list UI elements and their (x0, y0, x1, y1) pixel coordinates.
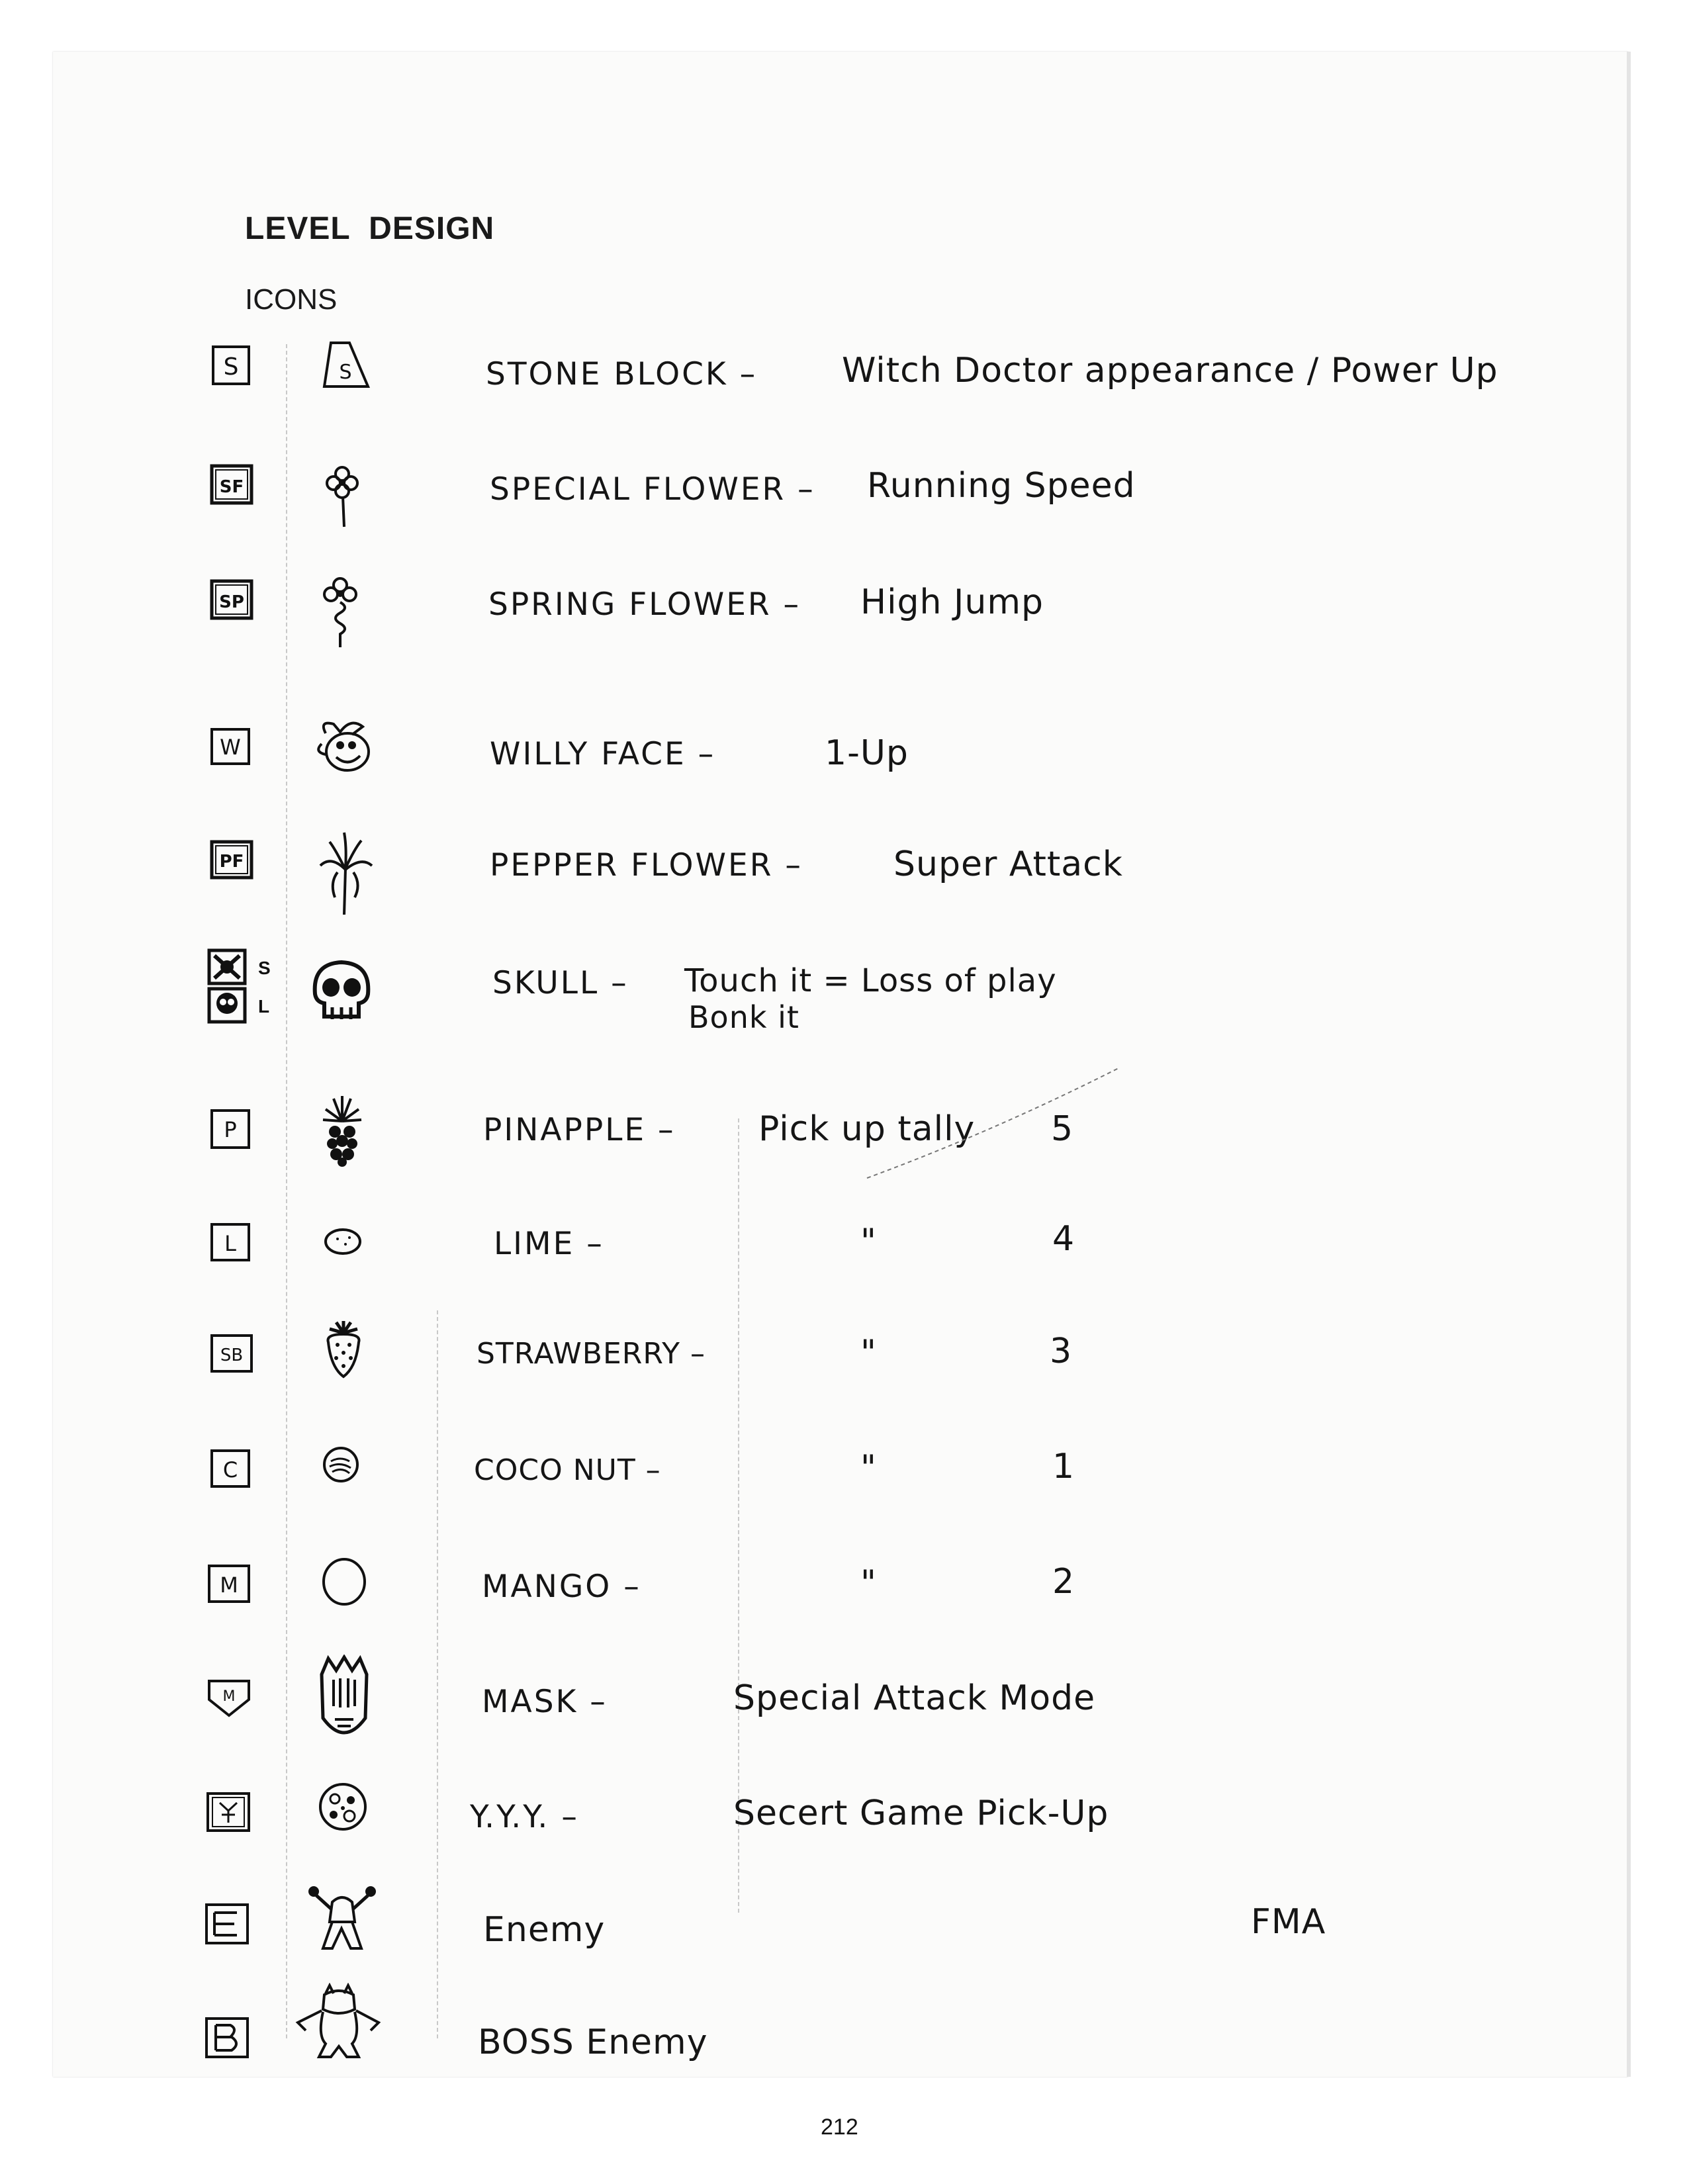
stone-block-icon (320, 339, 373, 393)
effect-yyy: Secert Game Pick-Up (733, 1794, 1109, 1833)
svg-text:L: L (224, 1231, 236, 1256)
tally-mango: 2 (1052, 1562, 1075, 1602)
effect-pineapple: Pick up tally (758, 1109, 976, 1149)
effect-spring-flower: High Jump (860, 582, 1044, 622)
label-pepper-flower: PEPPER FLOWER – (490, 847, 803, 884)
label-mask: MASK – (482, 1684, 608, 1720)
flower-icon (324, 463, 360, 529)
key-box-strawberry (209, 1333, 255, 1375)
willy-face-icon (311, 715, 377, 778)
tally-coconut: 1 (1052, 1447, 1075, 1486)
label-boss-enemy: BOSS Enemy (478, 2023, 708, 2062)
label-coconut: COCO NUT – (474, 1453, 661, 1487)
svg-text:SB: SB (220, 1345, 244, 1365)
pineapple-icon (320, 1095, 364, 1169)
label-special-flower: SPECIAL FLOWER – (490, 471, 815, 508)
svg-text:S: S (223, 353, 239, 381)
label-spring-flower: SPRING FLOWER – (488, 586, 801, 623)
effect-willy-face: 1-Up (825, 733, 909, 773)
pencil-stroke (860, 1059, 1125, 1185)
label-enemy: Enemy (483, 1910, 606, 1950)
coconut-icon (320, 1444, 361, 1485)
strawberry-icon (322, 1320, 365, 1379)
yyy-icon (315, 1779, 371, 1833)
key-box-willy-face (209, 727, 253, 768)
label-strawberry: STRAWBERRY – (477, 1337, 706, 1371)
effect-special-flower: Running Speed (867, 466, 1136, 506)
key-box-spring-flower (209, 578, 255, 622)
key-box-skull (206, 948, 279, 1030)
page-number: 212 (821, 2115, 858, 2140)
key-box-stone-block (210, 344, 253, 388)
svg-text:S: S (339, 361, 352, 384)
tally-lime: 4 (1052, 1219, 1075, 1259)
column-guide-line (437, 1310, 438, 2038)
label-willy-face: WILLY FACE – (490, 736, 716, 772)
effect-mango: " (860, 1563, 877, 1603)
svg-text:C: C (222, 1457, 238, 1482)
paper-edge (1627, 52, 1631, 2077)
lime-icon (323, 1226, 364, 1256)
effect-lime: " (860, 1222, 877, 1261)
label-mango: MANGO – (482, 1569, 641, 1605)
label-skull: SKULL – (492, 965, 629, 1001)
svg-text:M: M (220, 1572, 238, 1598)
svg-text:L: L (258, 996, 270, 1017)
mask-icon (315, 1655, 373, 1749)
tally-strawberry: 3 (1050, 1332, 1073, 1371)
column-guide-line (286, 344, 287, 2038)
svg-text:P: P (224, 1117, 237, 1142)
tally-pineapple: 5 (1051, 1109, 1074, 1149)
svg-text:W: W (220, 735, 241, 760)
skull-icon (306, 958, 377, 1024)
effect-strawberry: " (860, 1333, 877, 1373)
boss-enemy-icon (291, 1983, 385, 2061)
effect-pepper-flower: Super Attack (893, 844, 1123, 884)
key-box-mask (205, 1677, 253, 1719)
mango-icon (319, 1555, 369, 1608)
page-heading: LEVEL DESIGN (245, 211, 495, 246)
svg-text:PF: PF (219, 852, 244, 872)
key-box-special-flower (209, 463, 255, 507)
label-pineapple: PINAPPLE – (483, 1112, 676, 1148)
key-box-pineapple (209, 1108, 253, 1152)
effect-stone-block: Witch Doctor appearance / Power Up (842, 351, 1498, 390)
label-stone-block: STONE BLOCK – (486, 356, 758, 392)
key-box-lime (209, 1222, 253, 1264)
spring-flower-icon (320, 576, 360, 650)
note-fma: FMA (1251, 1902, 1326, 1942)
svg-text:SF: SF (219, 477, 244, 497)
svg-text:M: M (222, 1688, 236, 1705)
key-box-pepper-flower (209, 839, 255, 882)
key-box-mango (206, 1563, 253, 1606)
effect-skull-bonk: Bonk it (688, 999, 799, 1035)
pepper-flower-icon (311, 829, 377, 917)
key-box-coconut (209, 1448, 253, 1490)
label-yyy: Y.Y.Y. – (470, 1799, 579, 1835)
effect-mask: Special Attack Mode (733, 1678, 1096, 1718)
svg-text:SP: SP (219, 592, 244, 612)
page-subheading: ICONS (245, 283, 338, 316)
key-box-enemy (204, 1901, 251, 1947)
label-lime: LIME – (494, 1226, 604, 1262)
effect-coconut: " (860, 1448, 877, 1488)
key-box-yyy (205, 1791, 253, 1835)
svg-text:S: S (258, 958, 271, 978)
enemy-icon (306, 1882, 379, 1954)
effect-skull-touch: Touch it = Loss of play (684, 962, 1057, 999)
key-box-boss (204, 2015, 251, 2061)
